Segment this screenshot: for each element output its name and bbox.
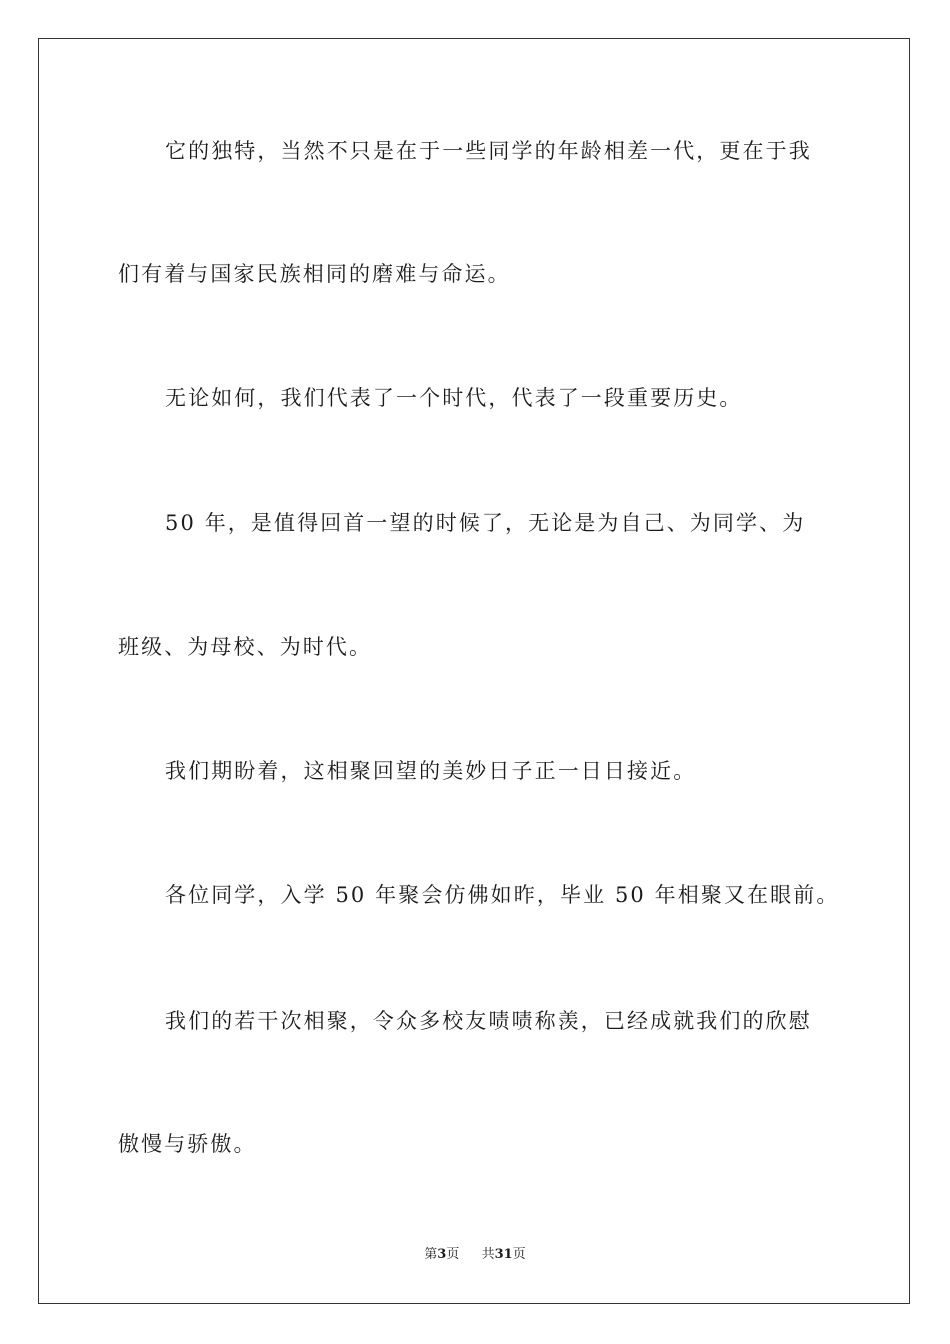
- total-pages-indicator: [482, 1247, 526, 1262]
- page-footer: [0, 1248, 950, 1261]
- current-page-number: 3: [437, 1247, 447, 1262]
- paragraph-line: 班级、为母校、为时代。: [118, 635, 373, 659]
- paragraph-line: 我们的若干次相聚，令众多校友啧啧称羡，已经成就我们的欣慰: [165, 1009, 812, 1033]
- paragraph-line: 无论如何，我们代表了一个时代，代表了一段重要历史。: [165, 386, 743, 410]
- paragraph-line: 们有着与国家民族相同的磨难与命运。: [118, 262, 511, 286]
- paragraph-line: 50 年，是值得回首一望的时候了，无论是为自己、为同学、为: [165, 511, 806, 535]
- paragraph-line: 各位同学，入学 50 年聚会仿佛如昨，毕业 50 年相聚又在眼前。: [165, 883, 840, 907]
- total-prefix: 共: [481, 1247, 495, 1262]
- page-number-indicator: [424, 1247, 459, 1262]
- paragraph-line: 它的独特，当然不只是在于一些同学的年龄相差一代，更在于我: [165, 139, 812, 163]
- page-prefix: 第: [424, 1247, 438, 1262]
- page-suffix: 页: [446, 1247, 460, 1262]
- page-border: [38, 38, 910, 1304]
- total-page-count: 31: [494, 1247, 513, 1262]
- total-suffix: 页: [512, 1247, 526, 1262]
- paragraph-line: 傲慢与骄傲。: [118, 1132, 257, 1156]
- paragraph-line: 我们期盼着，这相聚回望的美妙日子正一日日接近。: [165, 759, 697, 783]
